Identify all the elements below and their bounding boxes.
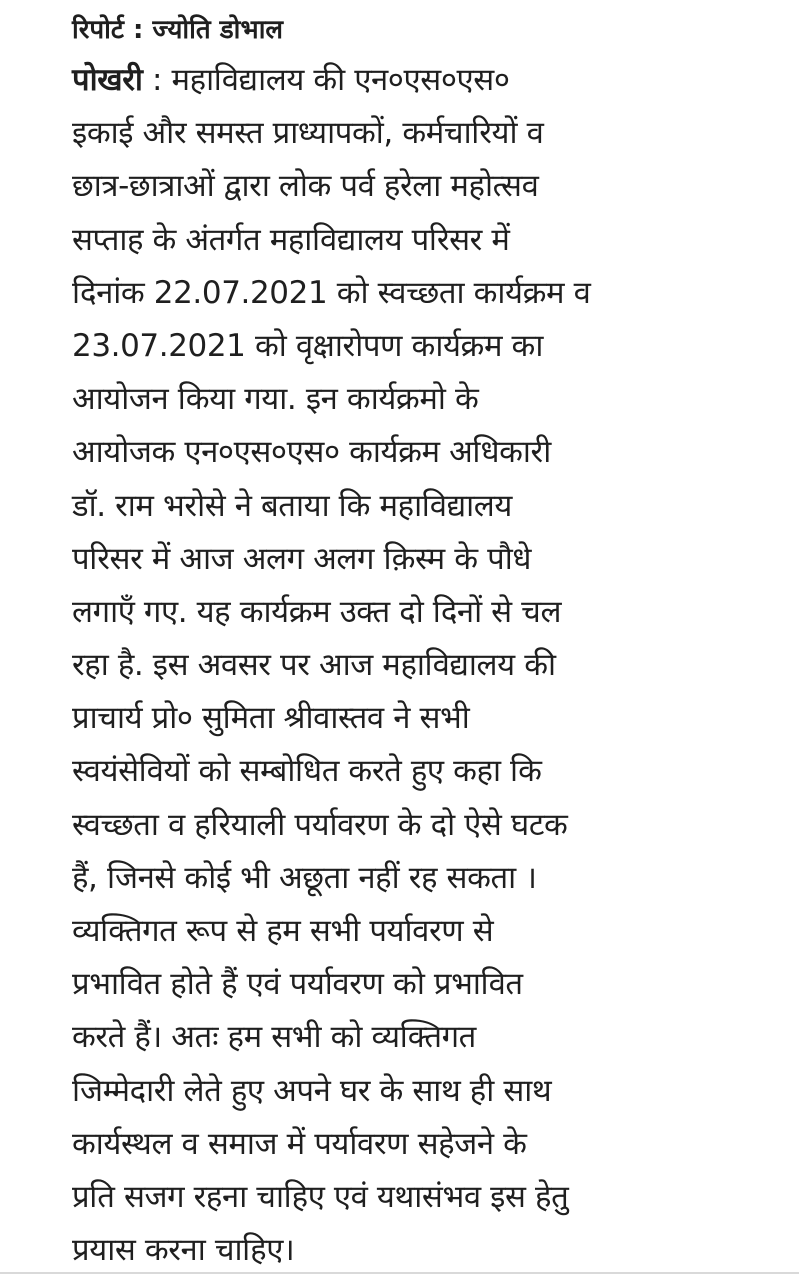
article-line: 23.07.2021 को वृक्षारोपण कार्यक्रम का <box>72 327 543 364</box>
article-line: आयोजन किया गया. इन कार्यक्रमो के <box>72 381 479 418</box>
article-byline: रिपोर्ट : ज्योति डोभाल <box>72 15 284 45</box>
article-line: इकाई और समस्त प्राध्यापकों, कर्मचारियों व <box>72 115 544 152</box>
article-line: सप्ताह के अंतर्गत महाविद्यालय परिसर में <box>72 221 510 258</box>
article-line: प्राचार्य प्रो० सुमिता श्रीवास्तव ने सभी <box>72 700 470 737</box>
article-dateline: पोखरी <box>72 62 143 98</box>
article-line: व्यक्तिगत रूप से हम सभी पर्यावरण से <box>72 913 494 949</box>
article-line: करते हैं। अतः हम सभी को व्यक्तिगत <box>72 1019 476 1056</box>
article-line: स्वयंसेवियों को सम्बोधित करते हुए कहा कि <box>72 753 542 790</box>
article-line: प्रति सजग रहना चाहिए एवं यथासंभव इस हेतु <box>72 1178 569 1215</box>
article-line: स्वच्छता व हरियाली पर्यावरण के दो ऐसे घटक <box>72 806 568 843</box>
article-line-text: : महाविद्यालय की एन०एस०एस० <box>142 62 510 98</box>
article-line: हैं, जिनसे कोई भी अछूता नहीं रह सकता । <box>72 859 537 896</box>
article-line: प्रभावित होते हैं एवं पर्यावरण को प्रभावित <box>72 966 523 1003</box>
article-line: रहा है. इस अवसर पर आज महाविद्यालय की <box>72 647 556 684</box>
article-line: दिनांक 22.07.2021 को स्वच्छता कार्यक्रम व <box>72 274 591 311</box>
article-line: प्रयास करना चाहिए। <box>72 1232 295 1269</box>
article-line: लगाएँ गए. यह कार्यक्रम उक्त दो दिनों से चल <box>72 593 562 630</box>
article-line: छात्र-छात्राओं द्वारा लोक पर्व हरेला महोत्सव <box>72 168 539 205</box>
article-line <box>72 54 759 107</box>
bottom-divider <box>0 1272 799 1274</box>
article-line: जिम्मेदारी लेते हुए अपने घर के साथ ही साथ <box>72 1072 552 1109</box>
article-line: आयोजक एन०एस०एस० कार्यक्रम अधिकारी <box>72 434 551 471</box>
article-line: डॉ. राम भरोसे ने बताया कि महाविद्यालय <box>72 487 512 524</box>
article-line: परिसर में आज अलग अलग क़िस्म के पौधे <box>72 540 532 577</box>
article-line: कार्यस्थल व समाज में पर्यावरण सहेजने के <box>72 1125 527 1162</box>
article-body <box>72 54 759 1277</box>
